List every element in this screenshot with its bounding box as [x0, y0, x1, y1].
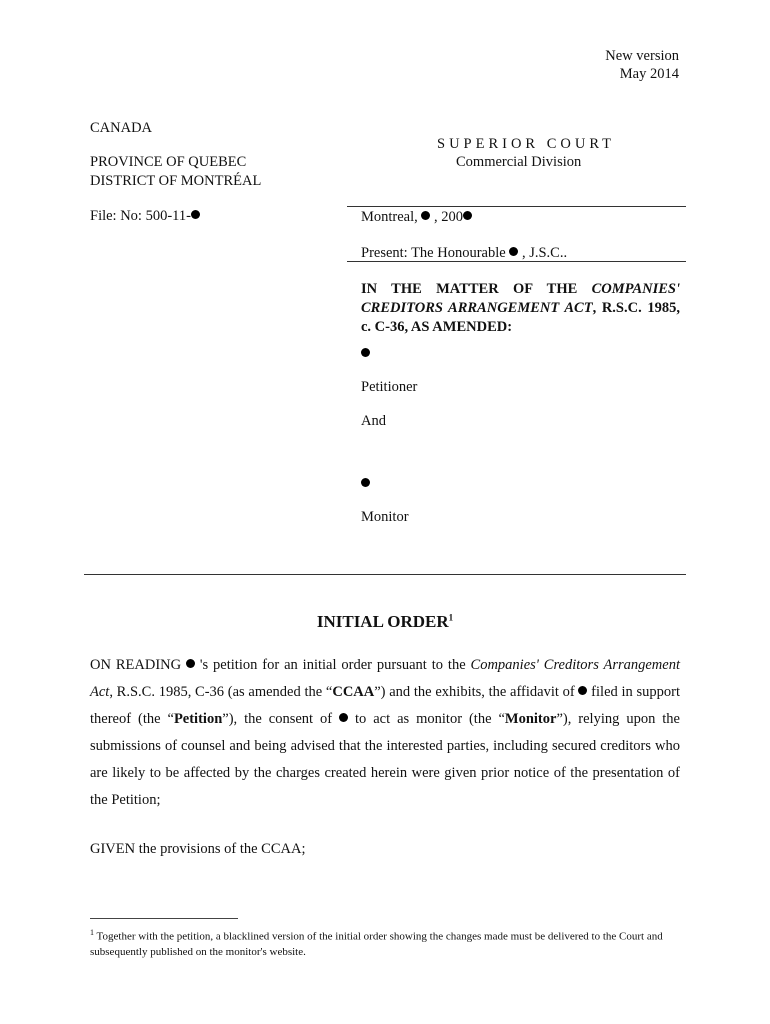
para-text: , R.S.C. 1985, C-36 (as amended the “ [109, 684, 333, 700]
monitor-label: Monitor [361, 509, 409, 525]
defined-term: CCAA [332, 684, 375, 700]
footnote-separator [90, 918, 238, 919]
version-date: May 2014 [619, 66, 679, 82]
page-title [0, 612, 770, 632]
footnote-number: 1 [90, 928, 94, 937]
placeholder-dot [361, 348, 370, 357]
present-line [361, 245, 567, 262]
version-note [605, 47, 679, 83]
placeholder-dot [339, 713, 348, 722]
act-name: Companies' Creditors Arrangement Act [90, 657, 680, 700]
court-name: SUPERIOR COURT [437, 136, 615, 152]
city-date-prefix: Montreal, [361, 209, 422, 225]
petitioner-label: Petitioner [361, 379, 418, 395]
petitioner-dot [361, 346, 370, 363]
divider-main [84, 574, 686, 575]
district: DISTRICT OF MONTRÉAL [90, 173, 262, 189]
matter-prefix: IN THE MATTER OF THE [361, 281, 592, 297]
city-date [361, 209, 472, 226]
para-text: filed in support thereof (the “ [90, 684, 680, 727]
placeholder-dot [191, 210, 200, 219]
matter-act: COMPANIES' CREDITORS ARRANGEMENT ACT [361, 281, 680, 316]
court-division: Commercial Division [456, 154, 582, 170]
recital-paragraph [90, 652, 680, 814]
file-number [90, 207, 200, 225]
given-paragraph: GIVEN the provisions of the CCAA; [90, 841, 306, 857]
divider-top [347, 206, 686, 207]
monitor-dot [361, 476, 370, 493]
matter-heading [361, 280, 680, 337]
and-label: And [361, 413, 386, 429]
placeholder-dot [186, 659, 195, 668]
defined-term: Monitor [504, 711, 557, 727]
para-text: ”), relying upon the submissions of counsel and being advised that the interested parties, including secured creditors who are likely to be affected by the charges created herein were given prior notice of the presentation of the Petition; [90, 711, 680, 808]
para-text: ON READING [90, 657, 186, 673]
footnote-text: Together with the petition, a blacklined version of the initial order showing the changes made must be delivered to the Court and subsequently published on the monitor's website. [90, 930, 663, 958]
country: CANADA [90, 120, 153, 136]
placeholder-dot [463, 211, 472, 220]
city-date-middle: , 200 [430, 209, 464, 225]
title-text: INITIAL ORDER [316, 612, 449, 631]
para-text: to act as monitor (the “ [348, 711, 505, 727]
province: PROVINCE OF QUEBEC [90, 154, 247, 170]
para-text: ”) and the exhibits, the affidavit of [374, 684, 579, 700]
para-text: ”), the consent of [222, 711, 340, 727]
placeholder-dot [361, 478, 370, 487]
defined-term: Petition [173, 711, 223, 727]
footnote-ref: 1 [448, 612, 454, 623]
placeholder-dot [509, 247, 518, 256]
para-text: 's petition for an initial order pursuant to the [195, 657, 471, 673]
divider-present [347, 261, 686, 262]
present-suffix: , J.S.C.. [518, 245, 568, 261]
footnote [90, 925, 682, 960]
present-prefix: Present: The Honourable [361, 245, 510, 261]
file-prefix: File: No: 500-11- [90, 208, 191, 224]
matter-suffix: , R.S.C. 1985, c. C-36, AS AMENDED: [361, 300, 680, 335]
version-label: New version [605, 48, 679, 64]
